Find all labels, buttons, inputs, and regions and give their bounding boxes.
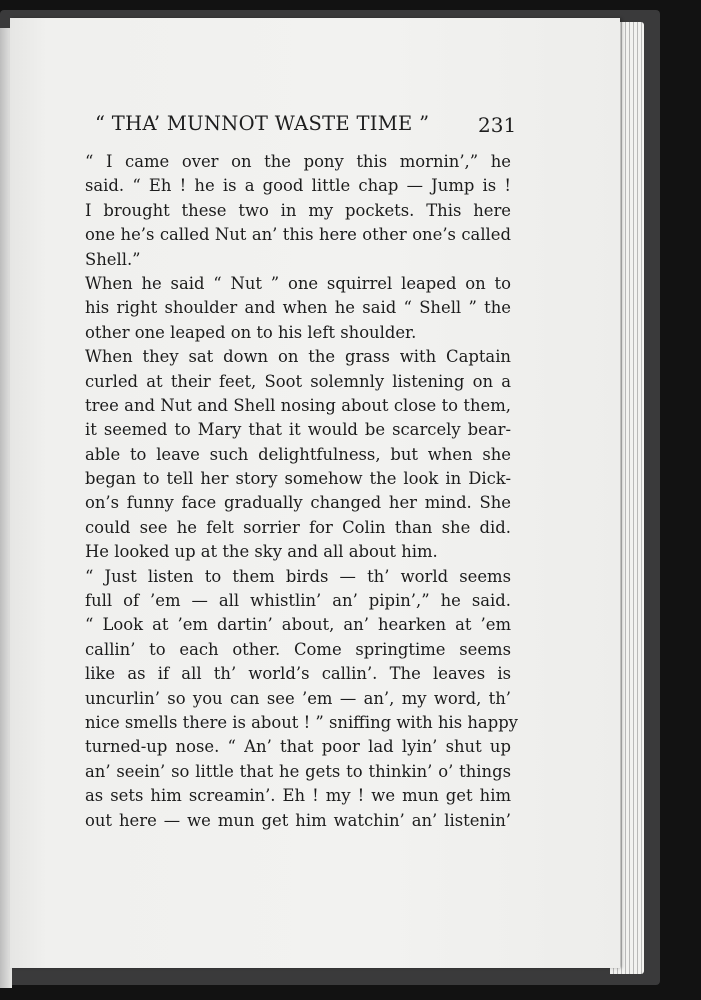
text-line: out here — we mun get him watchin’ an’ listenin’	[85, 810, 511, 830]
text-line: I brought these two in my pockets. This here	[85, 200, 511, 220]
text-line: able to leave such delightfulness, but when she	[85, 444, 511, 464]
text-line: When they sat down on the grass with Captain	[85, 347, 511, 367]
text-line: nice smells there is about ! ” sniffing with his happy	[85, 712, 518, 732]
text-line: one he’s called Nut an’ this here other one’s called	[85, 225, 511, 245]
text-line: as sets him screamin’. Eh ! my ! we mun get him	[85, 786, 511, 806]
text-line: on’s funny face gradually changed her mind. She	[85, 493, 511, 513]
text-line: full of ’em — all whistlin’ an’ pipin’,” he said.	[85, 591, 511, 611]
text-line: turned-up nose. “ An’ that poor lad lyin’ shut up	[85, 737, 511, 757]
page-number: 231	[478, 113, 517, 137]
text-line: other one leaped on to his left shoulder.	[85, 322, 417, 342]
text-line: it seemed to Mary that it would be scarcely bear-	[85, 420, 511, 440]
text-line: could see he felt sorrier for Colin than she did.	[85, 517, 511, 537]
text-line: Shell.”	[85, 249, 141, 269]
running-head: “ THA’ MUNNOT WASTE TIME ”	[95, 112, 430, 135]
text-line: like as if all th’ world’s callin’. The leaves is	[85, 664, 511, 684]
text-line: an’ seein’ so little that he gets to thinkin’ o’ things	[85, 761, 511, 781]
text-line: callin’ to each other. Come springtime seems	[85, 639, 511, 659]
text-line: “ Look at ’em dartin’ about, an’ hearken at ’em	[85, 615, 511, 635]
text-line: uncurlin’ so you can see ’em — an’, my word, th’	[85, 688, 511, 708]
body-text	[85, 150, 518, 833]
text-line: “ Just listen to them birds — th’ world seems	[85, 566, 511, 586]
text-line: When he said “ Nut ” one squirrel leaped on to	[85, 273, 511, 293]
text-line: curled at their feet, Soot solemnly listening on a	[85, 371, 511, 391]
text-line: He looked up at the sky and all about him.	[85, 542, 438, 562]
text-line: “ I came over on the pony this mornin’,” he	[85, 152, 511, 171]
text-line: said. “ Eh ! he is a good little chap — Jump is !	[85, 176, 511, 196]
text-line: tree and Nut and Shell nosing about close to them,	[85, 395, 511, 415]
text-line: his right shoulder and when he said “ Shell ” the	[85, 298, 511, 318]
text-line: began to tell her story somehow the look in Dick-	[85, 469, 511, 489]
